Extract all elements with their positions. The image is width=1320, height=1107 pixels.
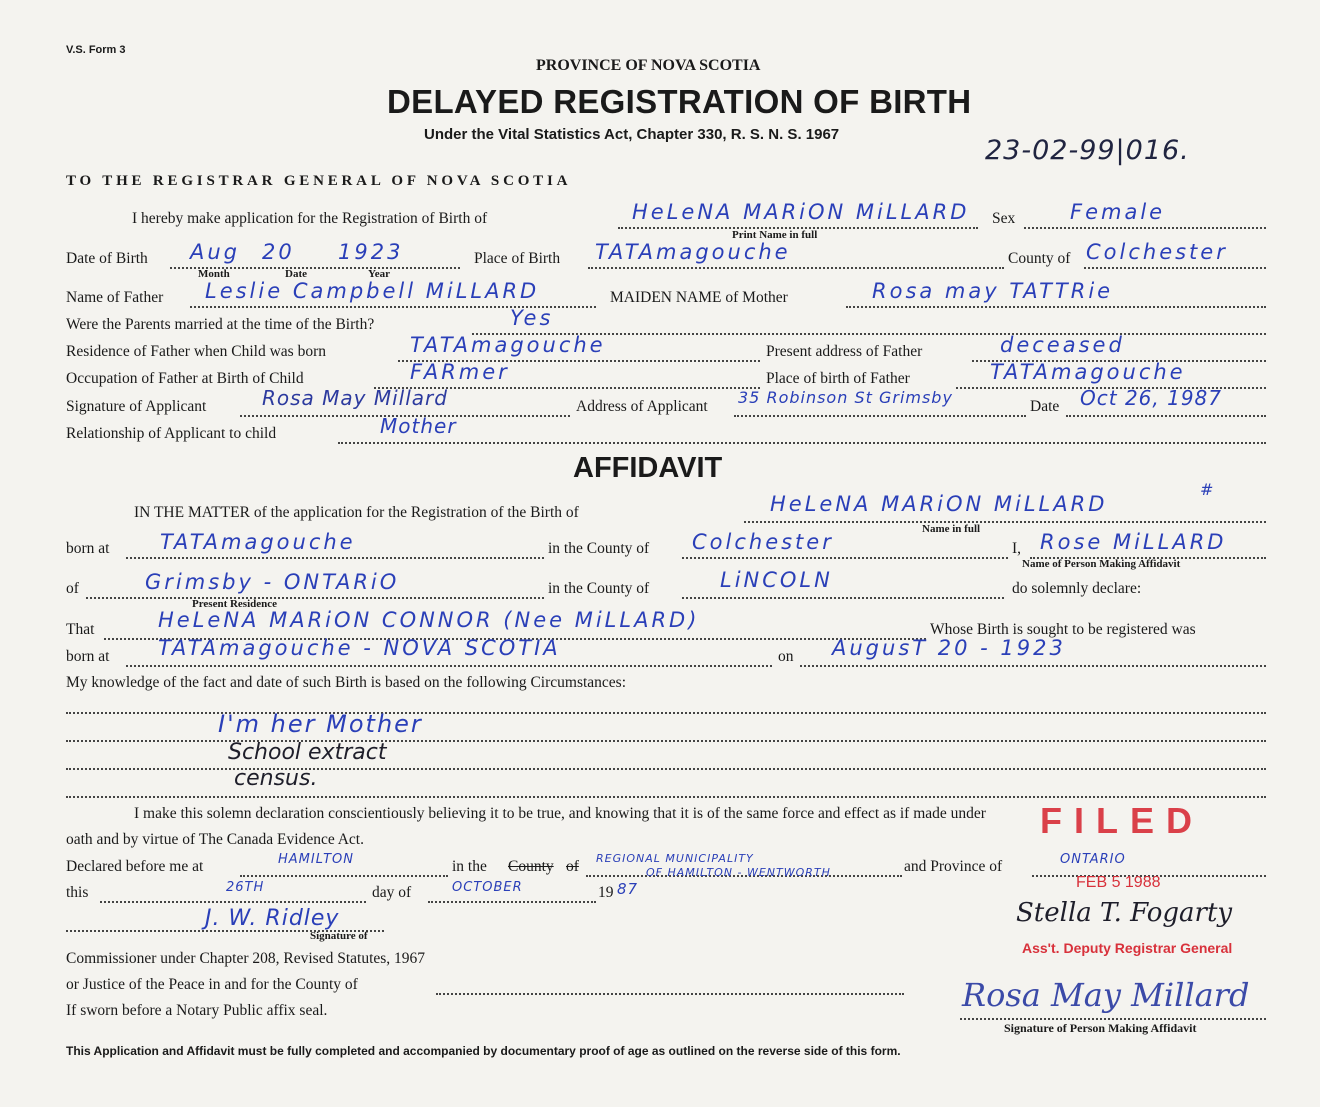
signature-of-caption: Signature of xyxy=(310,930,368,942)
birth-date: AugusT 20 - 1923 xyxy=(832,636,1066,660)
mother-label: MAIDEN NAME of Mother xyxy=(610,289,788,306)
knowledge-label: My knowledge of the fact and date of such Birth is based on the following Circumstances: xyxy=(66,674,627,691)
commissioner-line-2: or Justice of the Peace in and for the County of xyxy=(66,976,358,993)
dob-month: Aug xyxy=(190,240,241,264)
of-struck: of xyxy=(566,858,579,875)
father-present-address: deceased xyxy=(1000,333,1125,357)
in-county-label: in the County of xyxy=(548,540,650,557)
father-occupation: FARmer xyxy=(410,360,510,384)
i-label: I, xyxy=(1012,540,1022,557)
relationship-label: Relationship of Applicant to child xyxy=(66,425,277,442)
circumstance-2: School extract xyxy=(228,740,387,765)
affidavit-child-name: HeLeNA MARiON MiLLARD xyxy=(770,492,1108,516)
affidavit-heading: AFFIDAVIT xyxy=(573,452,723,484)
form-id: V.S. Form 3 xyxy=(66,44,126,56)
page-title: DELAYED REGISTRATION OF BIRTH xyxy=(387,83,972,120)
that-label: That xyxy=(66,621,95,638)
footer-note: This Application and Affidavit must be fully completed and accompanied by documentary proof of age as outlined on the reverse side of this form. xyxy=(66,1044,901,1058)
municipality-line-2: OF HAMILTON - WENTWORTH xyxy=(646,866,831,879)
day-of-label: day of xyxy=(372,884,412,901)
affidavit-county: Colchester xyxy=(692,530,834,554)
in-the-label: in the xyxy=(452,858,487,875)
born-at-label: born at xyxy=(66,540,110,557)
deponent-signature-caption: Signature of Person Making Affidavit xyxy=(1004,1021,1197,1035)
county-label: County of xyxy=(1008,250,1071,267)
province-value: ONTARIO xyxy=(1060,852,1126,867)
applicant-address: 35 Robinson St Grimsby xyxy=(738,388,953,407)
married-value: Yes xyxy=(510,306,554,330)
deponent-name: Rose MiLLARD xyxy=(1040,530,1227,554)
filed-date-stamp: FEB 5 1988 xyxy=(1076,874,1161,891)
father-birthplace: TATAmagouche xyxy=(990,360,1186,384)
residence-value: Grimsby - ONTARiO xyxy=(145,570,400,594)
registrar-title-stamp: Ass't. Deputy Registrar General xyxy=(1022,940,1233,956)
addressee: TO THE REGISTRAR GENERAL OF NOVA SCOTIA xyxy=(66,173,572,189)
signature-label: Signature of Applicant xyxy=(66,398,207,415)
born-at2-label: born at xyxy=(66,648,110,665)
father-birthplace-label: Place of birth of Father xyxy=(766,370,910,387)
year-value: 87 xyxy=(617,880,639,898)
on-label: on xyxy=(778,648,794,665)
filed-stamp: FILED xyxy=(1040,800,1204,841)
mother-name: Rosa may TATTRie xyxy=(872,279,1114,303)
declared-label: Declared before me at xyxy=(66,858,204,875)
province-heading: PROVINCE OF NOVA SCOTIA xyxy=(536,57,761,74)
application-date: Oct 26, 1987 xyxy=(1080,386,1222,410)
dob-label: Date of Birth xyxy=(66,250,148,267)
name-full-caption: Name in full xyxy=(922,523,981,535)
month-value: OCTOBER xyxy=(452,880,523,895)
residence-caption: Present Residence xyxy=(192,598,278,610)
married-label: Were the Parents married at the time of the Birth? xyxy=(66,316,375,333)
father-residence: TATAmagouche xyxy=(410,333,606,357)
commissioner-line-1: Commissioner under Chapter 208, Revised Statutes, 1967 xyxy=(66,950,426,967)
matter-label: IN THE MATTER of the application for the Registration of the Birth of xyxy=(134,504,579,521)
father-present-address-label: Present address of Father xyxy=(766,343,923,360)
this-label: this xyxy=(66,884,89,901)
dob-year: 1923 xyxy=(338,240,404,264)
in-county2-label: in the County of xyxy=(548,580,650,597)
print-name-caption: Print Name in full xyxy=(732,229,818,241)
municipality-line-1: REGIONAL MUNICIPALITY xyxy=(596,852,754,865)
date-label: Date xyxy=(1030,398,1060,415)
whose-birth-label: Whose Birth is sought to be registered was xyxy=(930,621,1196,638)
dob-day: 20 xyxy=(262,240,295,264)
province-label: and Province of xyxy=(904,858,1003,875)
address-label: Address of Applicant xyxy=(576,398,708,415)
sex-label: Sex xyxy=(992,210,1016,227)
of-label: of xyxy=(66,580,79,597)
intro-label: I hereby make application for the Registration of Birth of xyxy=(132,210,488,227)
deponent-caption: Name of Person Making Affidavit xyxy=(1022,558,1181,570)
father-residence-label: Residence of Father when Child was born xyxy=(66,343,326,360)
subject-name: HeLeNA MARiON CONNOR (Nee MiLLARD) xyxy=(158,608,700,632)
declared-at: HAMILTON xyxy=(278,852,354,867)
act-subtitle: Under the Vital Statistics Act, Chapter 330, R. S. N. S. 1967 xyxy=(424,126,840,143)
registrar-signature: Stella T. Fogarty xyxy=(1016,898,1233,928)
father-occupation-label: Occupation of Father at Birth of Child xyxy=(66,370,304,387)
born-at2-value: TATAmagouche - NOVA SCOTIA xyxy=(158,636,561,660)
affidavit-born-at: TATAmagouche xyxy=(160,530,356,554)
county-value: Colchester xyxy=(1086,240,1228,264)
year-caption: Year xyxy=(368,268,390,280)
circumstance-3: census. xyxy=(234,766,318,791)
relationship-value: Mother xyxy=(380,414,457,438)
county-struck: County xyxy=(508,858,554,875)
circumstance-1: I'm her Mother xyxy=(218,710,423,738)
year-prefix: 19 xyxy=(598,884,614,901)
declaration-line-2: oath and by virtue of The Canada Evidence Act. xyxy=(66,831,364,848)
commissioner-line-3: If sworn before a Notary Public affix seal. xyxy=(66,1002,328,1019)
father-label: Name of Father xyxy=(66,289,164,306)
registration-number: 23-02-99|016. xyxy=(985,135,1190,166)
applicant-signature: Rosa May Millard xyxy=(262,386,448,410)
place-of-birth-label: Place of Birth xyxy=(474,250,561,267)
declare-label: do solemnly declare: xyxy=(1012,580,1142,597)
sex-value: Female xyxy=(1070,200,1166,224)
residence-county: LiNCOLN xyxy=(720,568,833,592)
date-caption: Date xyxy=(285,268,307,280)
place-of-birth: TATAmagouche xyxy=(595,240,791,264)
month-caption: Month xyxy=(198,268,230,280)
deponent-signature: Rosa May Millard xyxy=(962,976,1250,1014)
child-name: HeLeNA MARiON MiLLARD xyxy=(632,200,970,224)
declaration-line-1: I make this solemn declaration conscientiously believing it to be true, and knowing that it is of the same force and effect as if made under xyxy=(134,805,986,822)
father-name: Leslie Campbell MiLLARD xyxy=(205,279,540,303)
hash-mark: # xyxy=(1200,480,1217,499)
day-value: 26TH xyxy=(226,880,265,895)
commissioner-signature: J. W. Ridley xyxy=(205,906,340,931)
